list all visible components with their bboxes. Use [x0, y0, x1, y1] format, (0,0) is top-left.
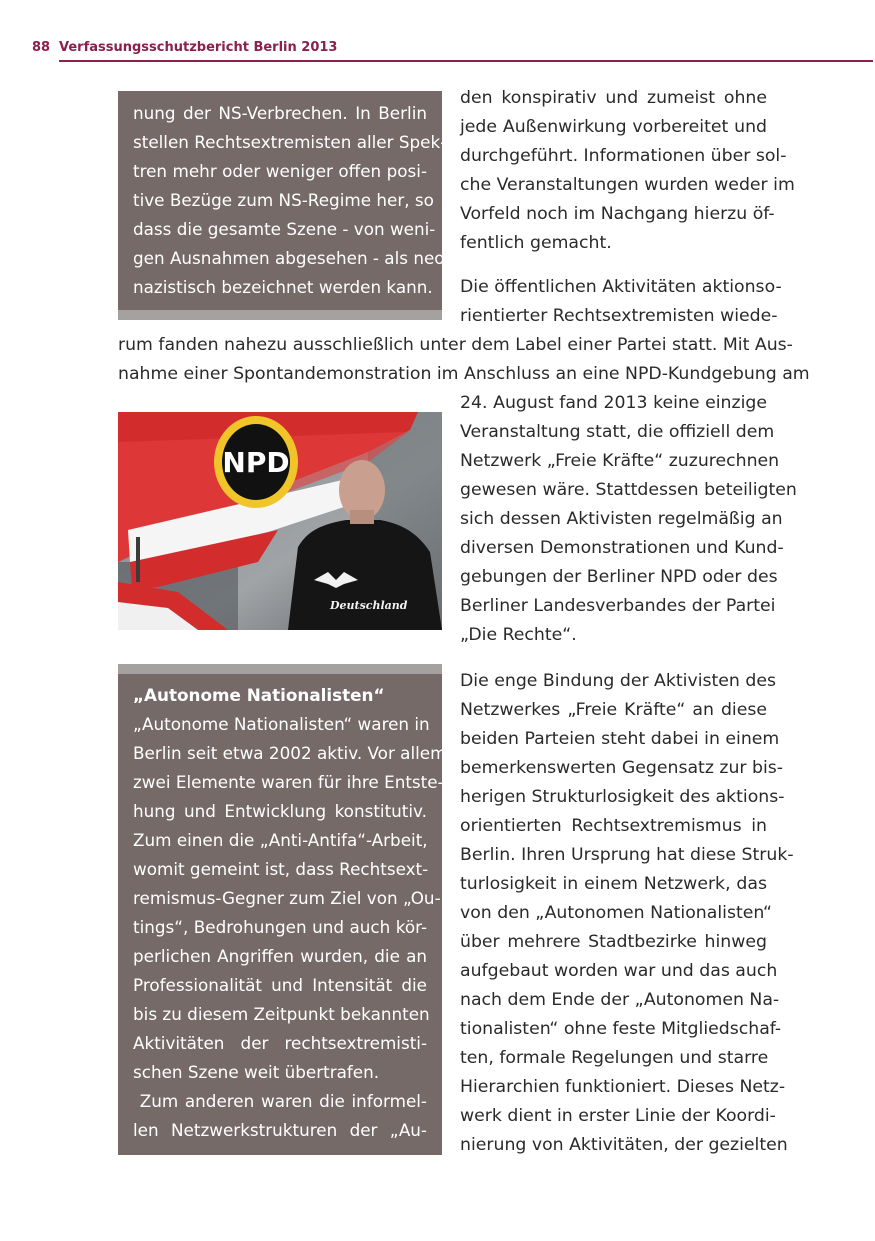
text-line: werk dient in erster Linie der Koordi-	[460, 1106, 776, 1126]
text-line: Berliner Landesverbandes der Partei	[460, 596, 776, 616]
box-line: tren mehr oder weniger offen posi-	[133, 161, 427, 181]
text-line: nierung von Aktivitäten, der gezielten	[460, 1135, 788, 1155]
text-line: diversen Demonstrationen und Kund-	[460, 538, 784, 558]
text-line: Die öffentlichen Aktivitäten aktionso-	[460, 277, 782, 297]
info-box-top	[118, 91, 451, 320]
photo-illustration	[118, 412, 442, 630]
text-line: Veranstaltung statt, die offiziell dem	[460, 422, 775, 442]
text-line: den konspirativ und zumeist ohne	[460, 88, 767, 108]
page-header	[32, 38, 873, 64]
header-rule	[59, 60, 873, 62]
box-line: stellen Rechtsextremisten aller Spek-	[133, 132, 447, 152]
box-line: nung der NS-Verbrechen. In Berlin	[133, 103, 427, 123]
shirt-text: Deutschland	[330, 599, 408, 612]
box-line: dass die gesamte Szene - von weni-	[133, 219, 436, 239]
box-line: womit gemeint ist, dass Rechtsext-	[133, 859, 429, 879]
box-line: bis zu diesem Zeitpunkt bekannten	[133, 1004, 430, 1024]
text-line: sich dessen Aktivisten regelmäßig an	[460, 509, 783, 529]
text-line: gewesen wäre. Stattdessen beteiligten	[460, 480, 797, 500]
box-line: gen Ausnahmen abgesehen - als neo-	[133, 248, 451, 268]
box-line: „Autonome Nationalisten“ waren in	[133, 714, 430, 734]
box-line: Berlin seit etwa 2002 aktiv. Vor allem	[133, 743, 447, 763]
box-top-bar	[118, 664, 442, 674]
text-line: durchgeführt. Informationen über sol-	[460, 146, 787, 166]
box-line: nazistisch bezeichnet werden kann.	[133, 277, 433, 297]
text-line: Netzwerk „Freie Kräfte“ zuzurechnen	[460, 451, 780, 471]
box-line: perlichen Angriffen wurden, die an	[133, 946, 427, 966]
text-line: beiden Parteien steht dabei in einem	[460, 729, 780, 749]
running-title: Verfassungsschutzbericht Berlin 2013	[59, 40, 338, 55]
text-line: Die enge Bindung der Aktivisten des	[460, 671, 776, 691]
box-line: hung und Entwicklung konstitutiv.	[133, 801, 427, 821]
text-line: Hierarchien funktioniert. Dieses Netz-	[460, 1077, 786, 1097]
page-number: 88	[32, 40, 51, 55]
text-line: „Die Rechte“.	[460, 625, 577, 645]
text-line: gebungen der Berliner NPD oder des	[460, 567, 778, 587]
box-line: Zum anderen waren die informel-	[133, 1091, 427, 1111]
text-line: über mehrere Stadtbezirke hinweg	[460, 932, 767, 952]
text-line: tionalisten“ ohne feste Mitgliedschaf-	[460, 1019, 782, 1039]
text-line: jede Außenwirkung vorbereitet und	[460, 117, 767, 137]
text-line: von den „Autonomen Nationalisten“	[460, 903, 772, 923]
text-line: Vorfeld noch im Nachgang hierzu öf-	[460, 204, 775, 224]
text-line: fentlich gemacht.	[460, 233, 612, 253]
info-box-autonome	[118, 664, 447, 1155]
box-line: tive Bezüge zum NS-Regime her, so	[133, 190, 434, 210]
text-line: aufgebaut worden war und das auch	[460, 961, 778, 981]
text-line: Netzwerkes „Freie Kräfte“ an diese	[460, 700, 767, 720]
box-line: Zum einen die „Anti-Antifa“-Arbeit,	[133, 830, 428, 850]
flag-text: NPD	[222, 446, 290, 479]
text-line: orientierten Rechtsextremismus in	[460, 816, 767, 836]
box-line: remismus-Gegner zum Ziel von „Ou-	[133, 888, 441, 908]
text-line: herigen Strukturlosigkeit des aktions-	[460, 787, 785, 807]
box-line: schen Szene weit übertrafen.	[133, 1062, 380, 1082]
box-line: len Netzwerkstrukturen der „Au-	[133, 1120, 427, 1140]
box-line: tings“, Bedrohungen und auch kör-	[133, 917, 427, 937]
text-line: rum fanden nahezu ausschließlich unter dem Label einer Partei statt. Mit Aus-	[118, 335, 793, 355]
text-line: ten, formale Regelungen und starre	[460, 1048, 769, 1068]
box-line: zwei Elemente waren für ihre Entste-	[133, 772, 444, 792]
text-line: nahme einer Spontandemonstration im Anschluss an eine NPD-Kundgebung am	[118, 364, 810, 384]
text-line: nach dem Ende der „Autonomen Na-	[460, 990, 780, 1010]
text-line: che Veranstaltungen wurden weder im	[460, 175, 795, 195]
text-line: 24. August fand 2013 keine einzige	[460, 393, 767, 413]
box-heading: „Autonome Nationalisten“	[133, 685, 385, 705]
box-bottom-bar	[118, 310, 442, 320]
box-line: Professionalität und Intensität die	[133, 975, 427, 995]
text-line: rientierter Rechtsextremisten wiede-	[460, 306, 778, 326]
text-line: bemerkenswerten Gegensatz zur bis-	[460, 758, 784, 778]
box-line: Aktivitäten der rechtsextremisti-	[133, 1033, 427, 1053]
text-line: turlosigkeit in einem Netzwerk, das	[460, 874, 767, 894]
text-line: Berlin. Ihren Ursprung hat diese Struk-	[460, 845, 794, 865]
photo-demonstration	[118, 412, 442, 630]
